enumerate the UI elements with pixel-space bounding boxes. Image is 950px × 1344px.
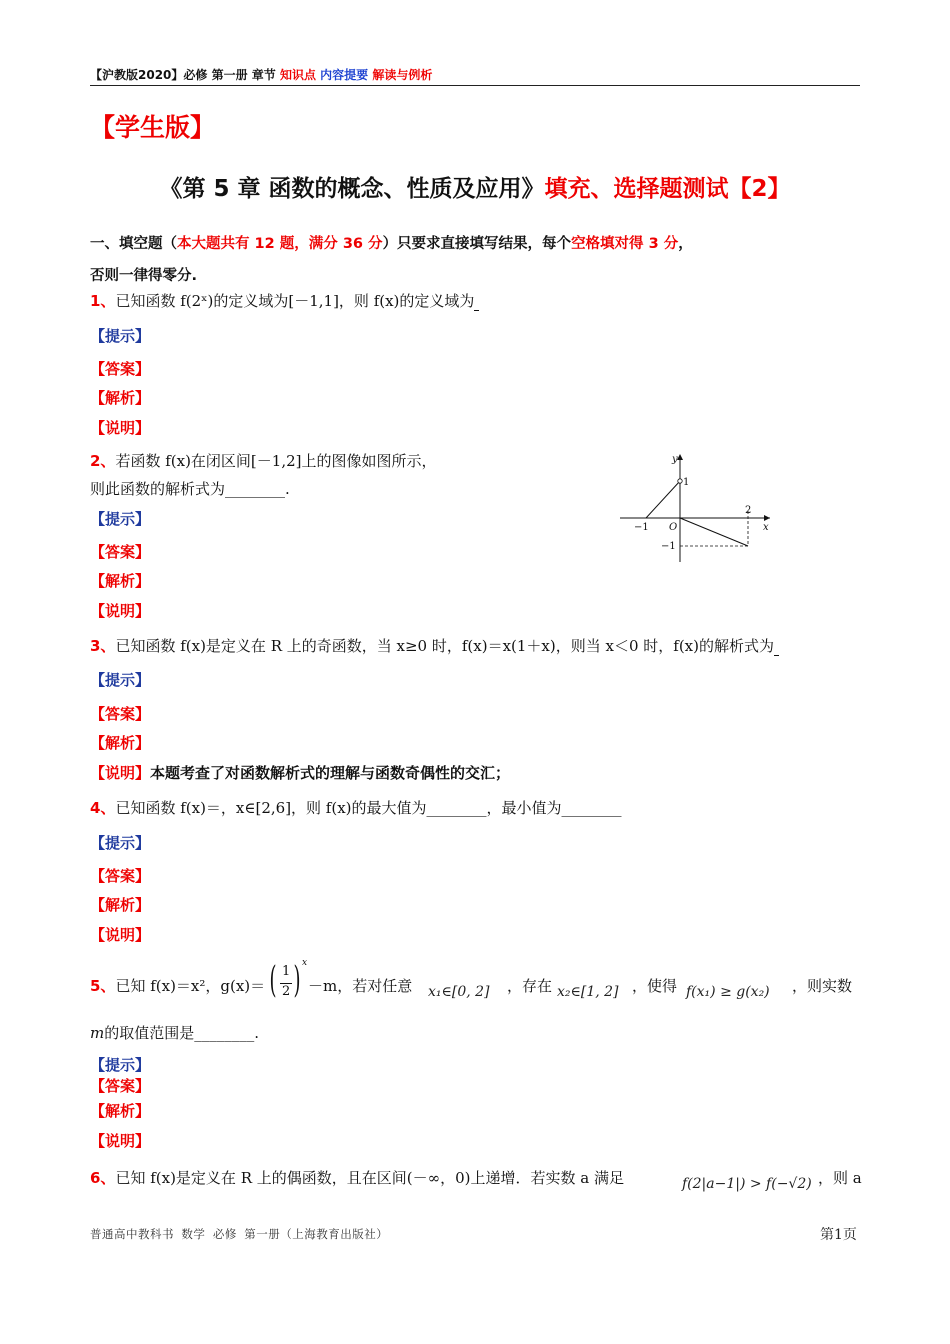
q5-frac-num: 1 — [282, 964, 291, 979]
section-heading — [90, 232, 693, 253]
q5-frac-exp: x — [302, 958, 308, 968]
q1-text: 已知函数 f(2ˣ)的定义域为[－1,1]，则 f(x)的定义域为 — [115, 292, 475, 310]
q5-var-m: m — [90, 1024, 105, 1042]
section-c: ）只要求直接填写结果，每个 — [382, 236, 572, 252]
segment-right — [680, 518, 748, 546]
graph-tick-y-neg1: −1 — [661, 541, 676, 552]
q3-answer: 【答案】 — [90, 705, 151, 723]
q5-text-a: 已知 f(x)＝x²，g(x)＝ — [115, 977, 266, 995]
q5-line2-text: 的取值范围是________. — [104, 1024, 260, 1042]
title-red: 填充、选择题测试【2】 — [544, 176, 791, 202]
header-knowledge: 知识点 — [279, 68, 316, 82]
version-badge: 【学生版】 — [90, 113, 216, 142]
q6-inequality: f(2|a−1|) > f(−√2) — [682, 1176, 812, 1192]
section-e: ， — [678, 236, 693, 252]
q2-hint: 【提示】 — [90, 510, 151, 528]
q4-number: 4、 — [90, 799, 116, 817]
running-header — [90, 66, 432, 83]
q5-lparen: ( — [269, 960, 277, 1001]
q5-line2 — [90, 1022, 259, 1043]
q3-analysis: 【解析】 — [90, 734, 151, 752]
y-axis-arrow — [677, 454, 683, 460]
graph-y-label: y — [672, 454, 678, 465]
graph-tick-neg1: −1 — [634, 522, 649, 533]
q5-inequality: f(x₁) ≥ g(x₂) — [686, 984, 770, 1000]
q1-note: 【说明】 — [90, 419, 151, 437]
section-b: 本大题共有 12 题，满分 36 分 — [177, 236, 383, 252]
footer-source: 普通高中教科书 数学 必修 第一册（上海教育出版社） — [90, 1227, 389, 1241]
q1-number: 1、 — [90, 292, 116, 310]
q2-number: 2、 — [90, 452, 116, 470]
q3-hint: 【提示】 — [90, 671, 151, 689]
q5-hint: 【提示】 — [90, 1056, 151, 1074]
header-examples: 解读与例析 — [368, 68, 433, 82]
q2-analysis: 【解析】 — [90, 572, 151, 590]
question-6 — [90, 1167, 624, 1188]
graph-origin: O — [669, 522, 678, 533]
q3-text: 已知函数 f(x)是定义在 R 上的奇函数，当 x≥0 时，f(x)＝x(1＋x)，则当 x＜0 时，f(x)的解析式为 — [115, 637, 774, 655]
q2-line2: 则此函数的解析式为________. — [90, 480, 290, 498]
graph-tick-1: 1 — [683, 477, 690, 488]
question-4 — [90, 797, 622, 818]
q2-function-graph — [620, 450, 780, 565]
q5-frac-den: 2 — [282, 984, 291, 999]
x-axis-arrow — [764, 515, 770, 521]
q5-analysis: 【解析】 — [90, 1102, 151, 1120]
q4-analysis: 【解析】 — [90, 896, 151, 914]
q4-note: 【说明】 — [90, 926, 151, 944]
header-summary: 内容提要 — [315, 68, 369, 82]
q5-number: 5、 — [90, 977, 116, 995]
q6-number: 6、 — [90, 1169, 116, 1187]
q1-hint: 【提示】 — [90, 327, 151, 345]
q3-number: 3、 — [90, 637, 116, 655]
q5-answer: 【答案】 — [90, 1077, 151, 1095]
q1-answer: 【答案】 — [90, 360, 151, 378]
title-main: 《第 5 章 函数的概念、性质及应用》 — [159, 176, 545, 202]
header-title: 【沪教版2020】必修 第一册 章节 — [90, 68, 280, 82]
graph-tick-2: 2 — [745, 505, 752, 516]
q5-note: 【说明】 — [90, 1132, 151, 1150]
q5-x2-set: x₂∈[1, 2] — [557, 984, 619, 1000]
q2-text: 若函数 f(x)在闭区间[－1,2]上的图像如图所示， — [115, 452, 437, 470]
q4-hint: 【提示】 — [90, 834, 151, 852]
q3-note — [90, 762, 510, 783]
page-title — [90, 170, 860, 203]
q3-note-text: 本题考查了对函数解析式的理解与函数奇偶性的交汇； — [150, 764, 511, 782]
header-rule — [90, 85, 860, 86]
q5-text-c: ，存在 — [507, 977, 553, 995]
graph-x-label: x — [763, 522, 769, 533]
q5-rparen: ) — [293, 960, 301, 1001]
segment-left — [646, 481, 680, 518]
open-point — [678, 479, 682, 483]
q4-answer: 【答案】 — [90, 867, 151, 885]
q5-text-b: －m，若对任意 — [308, 977, 413, 995]
question-1 — [90, 290, 479, 311]
q5-x1-set: x₁∈[0, 2] — [428, 984, 490, 1000]
q2-note: 【说明】 — [90, 602, 151, 620]
q6-tail: ，则 a — [818, 1169, 862, 1187]
section-heading-line2: 否则一律得零分. — [90, 268, 198, 284]
q1-analysis: 【解析】 — [90, 389, 151, 407]
q5-text-e: ，则实数 — [792, 977, 853, 995]
question-2 — [90, 450, 436, 471]
q5-text-d: ，使得 — [632, 977, 678, 995]
question-3 — [90, 635, 779, 656]
section-a: 一、填空题（ — [90, 236, 177, 252]
page-number: 第1页 — [820, 1227, 857, 1243]
section-d: 空格填对得 3 分 — [571, 236, 679, 252]
q3-note-label: 【说明】 — [90, 764, 151, 782]
q6-text: 已知 f(x)是定义在 R 上的偶函数，且在区间(－∞，0)上递增．若实数 a 满足 — [115, 1169, 624, 1187]
question-5 — [90, 975, 265, 996]
q2-answer: 【答案】 — [90, 543, 151, 561]
q4-text: 已知函数 f(x)＝，x∈[2,6]，则 f(x)的最大值为________，最小值为________ — [115, 799, 622, 817]
q5-fraction — [269, 958, 308, 1006]
